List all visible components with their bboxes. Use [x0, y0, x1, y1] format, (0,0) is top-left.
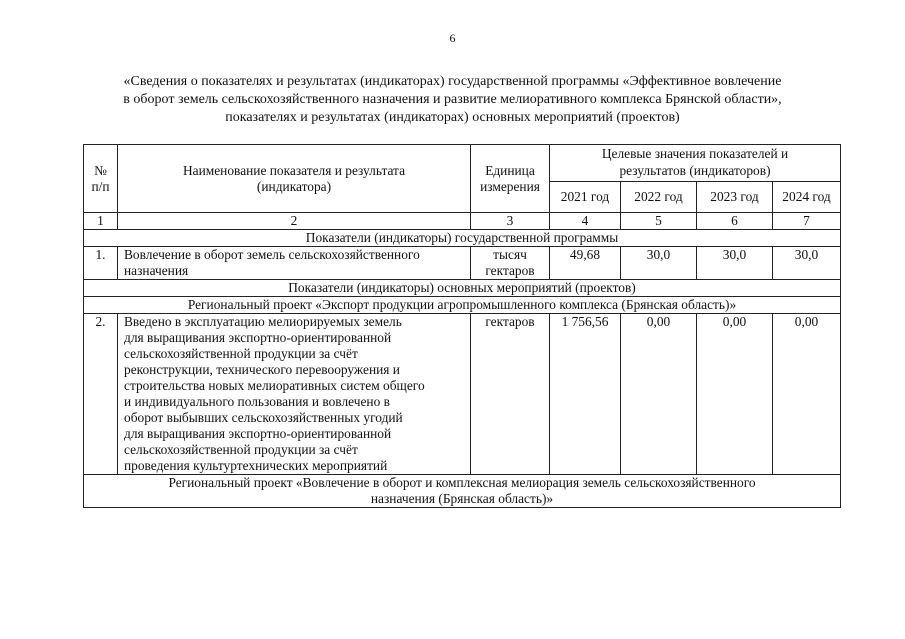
project-row-export — [84, 297, 841, 314]
header-name-line-1: Наименование показателя и результата — [182, 162, 406, 178]
project-heading — [84, 475, 841, 508]
value-2023: 0,00 — [697, 314, 773, 475]
year-2024-header: 2024 год — [773, 182, 841, 213]
title-line-1: «Сведения о показателях и результатах (индикаторах) государственной программы «Эффективное вовлечение — [123, 74, 782, 89]
header-name-cell — [118, 145, 471, 213]
indicator-name-line: для выращивания экспортно-ориентированной — [124, 426, 392, 441]
section-row-state-program — [84, 230, 841, 247]
header-unit-line-2: измерения — [480, 178, 540, 194]
value-2023: 30,0 — [697, 247, 773, 280]
indicator-name-line: проведения культуртехнических мероприятий — [124, 458, 388, 473]
indicator-name: Вовлечение в оборот земель сельскохозяйственного назначения — [118, 247, 471, 280]
indicator-name-line: для выращивания экспортно-ориентированной — [124, 330, 392, 345]
header-num-symbol: № — [94, 162, 107, 178]
table-row — [84, 247, 841, 280]
indicator-name-line: и индивидуального пользования и вовлечено в — [124, 394, 390, 409]
indicator-name-line: сельскохозяйственной продукции за счёт — [124, 442, 358, 457]
value-2022: 0,00 — [621, 314, 697, 475]
header-target-line-1: Целевые значения показателей и — [601, 146, 789, 161]
row-number: 1. — [84, 247, 118, 280]
header-num-abbr: п/п — [91, 178, 110, 194]
column-numbers-row — [84, 213, 841, 230]
indicator-name-line: оборот выбывших сельскохозяйственных угодий — [124, 410, 403, 425]
row-number: 2. — [84, 314, 118, 475]
column-number: 5 — [621, 213, 697, 230]
unit-line-2: гектаров — [485, 263, 535, 278]
project-row-involvement — [84, 475, 841, 508]
indicator-name-line: Введено в эксплуатацию мелиорируемых земель — [124, 314, 402, 329]
page-number: 6 — [449, 31, 456, 45]
header-name-line-2: (индикатора) — [256, 178, 332, 194]
section-row-main-events — [84, 280, 841, 297]
section-heading: Показатели (индикаторы) основных мероприятий (проектов) — [84, 280, 841, 297]
value-2021: 49,68 — [550, 247, 621, 280]
header-row — [84, 145, 841, 182]
title-line-3: показателях и результатах (индикаторах) основных мероприятий (проектов) — [225, 110, 680, 125]
table-row — [84, 314, 841, 475]
value-2024: 30,0 — [773, 247, 841, 280]
header-unit-line-1: Единица — [485, 162, 535, 178]
column-number: 4 — [550, 213, 621, 230]
section-heading: Показатели (индикаторы) государственной программы — [84, 230, 841, 247]
unit-line-1: тысяч — [493, 247, 527, 262]
column-number: 3 — [471, 213, 550, 230]
project-heading-line-1: Региональный проект «Вовлечение в оборот и комплексная мелиорация земель сельскохозяйственного — [168, 475, 756, 490]
header-target-line-2: результатов (индикаторов) — [619, 163, 771, 178]
indicator-name-line: сельскохозяйственной продукции за счёт — [124, 346, 358, 361]
value-2024: 0,00 — [773, 314, 841, 475]
header-target-cell — [550, 145, 841, 182]
column-number: 7 — [773, 213, 841, 230]
header-num-cell — [84, 145, 118, 213]
indicator-name — [118, 314, 471, 475]
unit-cell: гектаров — [471, 314, 550, 475]
header-unit-cell — [471, 145, 550, 213]
unit-cell — [471, 247, 550, 280]
project-heading-line-2: назначения (Брянская область)» — [370, 491, 554, 506]
year-2023-header: 2023 год — [697, 182, 773, 213]
indicator-name-line: строительства новых мелиоративных систем общего — [124, 378, 425, 393]
value-2021: 1 756,56 — [550, 314, 621, 475]
document-title — [60, 73, 845, 127]
column-number: 6 — [697, 213, 773, 230]
year-2022-header: 2022 год — [621, 182, 697, 213]
column-number: 2 — [118, 213, 471, 230]
project-heading: Региональный проект «Экспорт продукции агропромышленного комплекса (Брянская область)» — [84, 297, 841, 314]
year-2021-header: 2021 год — [550, 182, 621, 213]
column-number: 1 — [84, 213, 118, 230]
value-2022: 30,0 — [621, 247, 697, 280]
indicators-table — [83, 144, 841, 508]
title-line-2: в оборот земель сельскохозяйственного назначения и развитие мелиоративного комплекса Брянской области», — [123, 92, 782, 107]
indicator-name-line: реконструкции, технического перевооружения и — [124, 362, 400, 377]
